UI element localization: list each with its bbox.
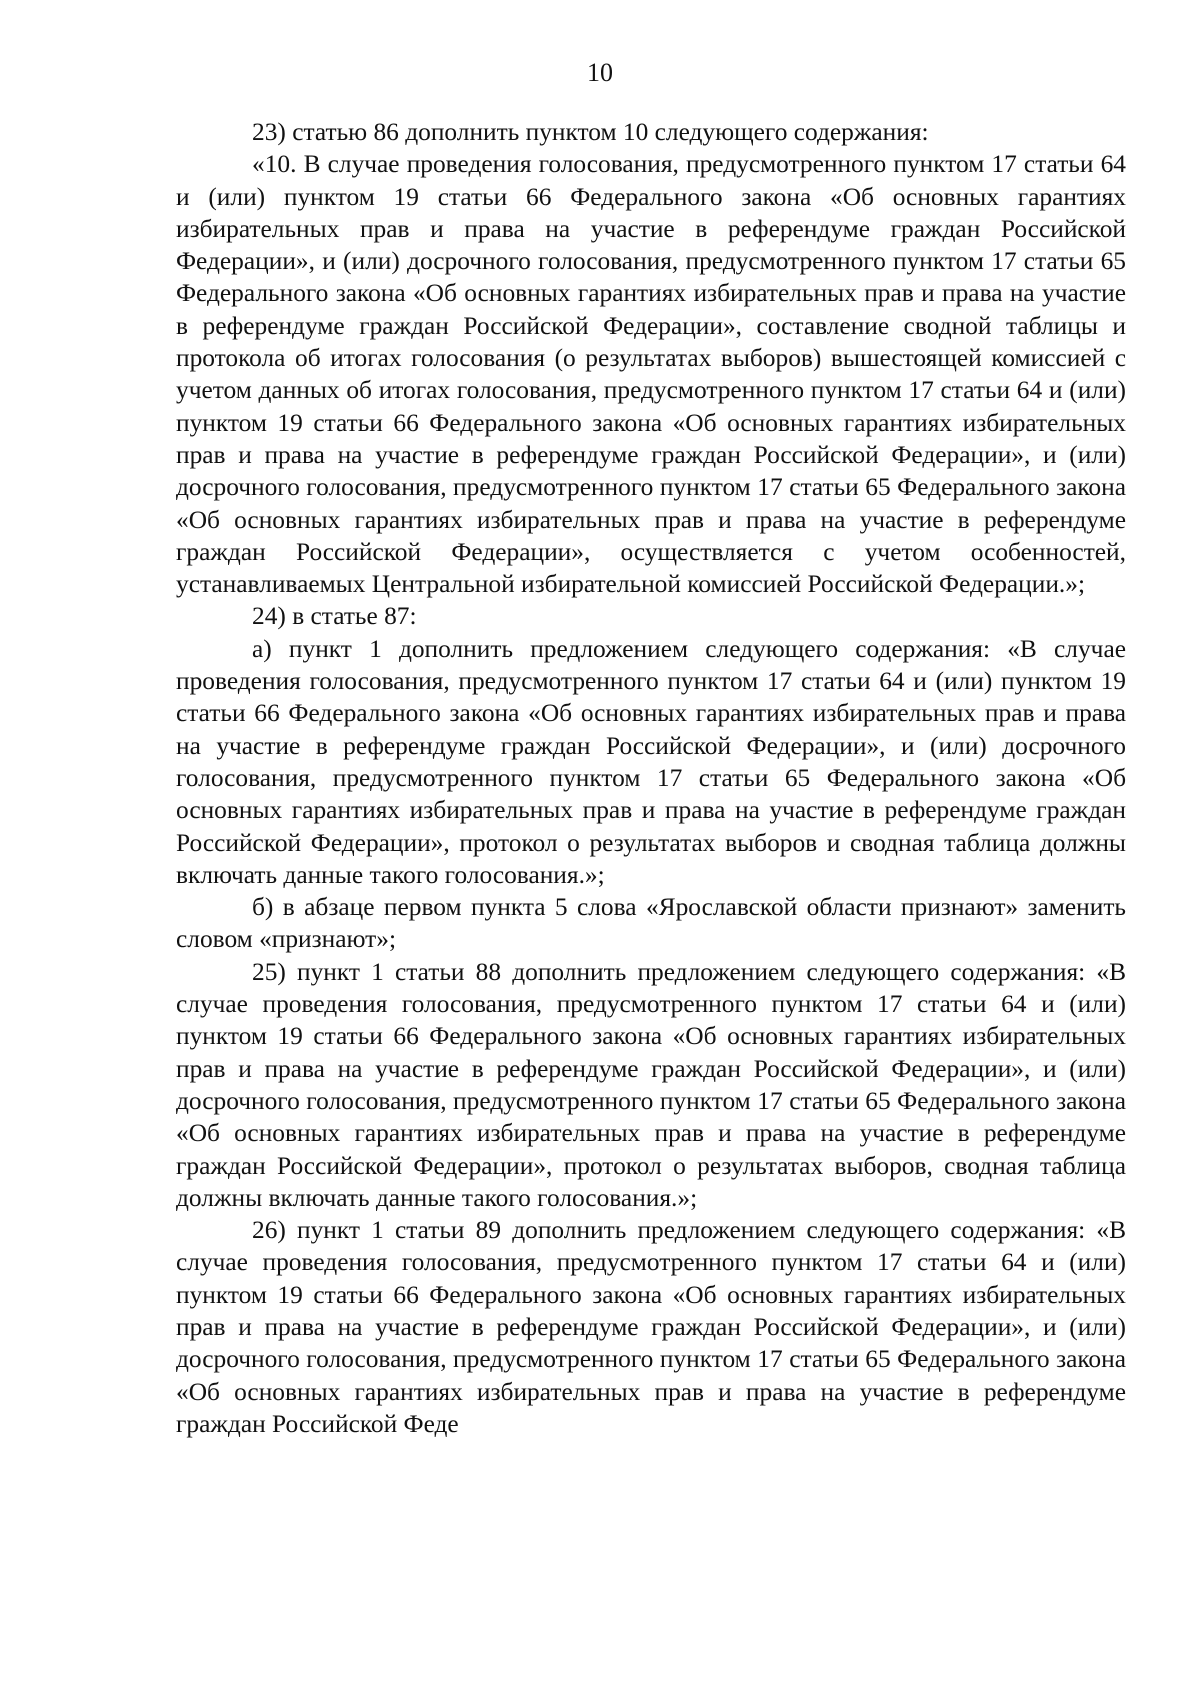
paragraph-item-24: 24) в статье 87: (252, 602, 417, 631)
paragraph-item-24-a: а) пункт 1 дополнить предложением следующего содержания: «В случае проведения голосования, предусмотренного пунктом 17 статьи 64 и (или) пунктом 19 статьи 66 Федерального закона «Об основных гарантиях избирательных прав и права на участие в референдуме граждан Российской Федерации», и (или) досрочного голосования, предусмотренного пунктом 17 статьи 65 Федерального закона «Об основных гарантиях избирательных прав и права на участие в референдуме граждан Российской Федерации», протокол о результатах выборов и сводная таблица должны включать данные такого голосования.»; (176, 634, 1126, 889)
paragraph-item-24-b: б) в абзаце первом пункта 5 слова «Ярославской области признают» заменить словом «признают»; (176, 893, 1126, 954)
paragraph-item-25: 25) пункт 1 статьи 88 дополнить предложением следующего содержания: «В случае проведения голосования, предусмотренного пунктом 17 статьи 64 и (или) пунктом 19 статьи 66 Федерального закона «Об основных гарантиях избирательных прав и права на участие в референдуме граждан Российской Федерации», и (или) досрочного голосования, предусмотренного пунктом 17 статьи 65 Федерального закона «Об основных гарантиях избирательных прав и права на участие в референдуме граждан Российской Федерации», протокол о результатах выборов, сводная таблица должны включать данные такого голосования.»; (176, 957, 1126, 1212)
paragraph-item-23: 23) статью 86 дополнить пунктом 10 следующего содержания: (252, 118, 929, 146)
paragraph-item-26: 26) пункт 1 статьи 89 дополнить предложением следующего содержания: «В случае проведения голосования, предусмотренного пунктом 17 статьи 64 и (или) пунктом 19 статьи 66 Федерального закона «Об основных гарантиях избирательных прав и права на участие в референдуме граждан Российской Федерации», и (или) досрочного голосования, предусмотренного пунктом 17 статьи 65 Федерального закона «Об основных гарантиях избирательных прав и права на участие в референдуме граждан Российской Феде (176, 1216, 1126, 1438)
paragraph-item-23-text: «10. В случае проведения голосования, предусмотренного пунктом 17 статьи 64 и (или) пунктом 19 статьи 66 Федерального закона «Об основных гарантиях избирательных прав и права на участие в референдуме граждан Российской Федерации», и (или) досрочного голосования, предусмотренного пунктом 17 статьи 65 Федерального закона «Об основных гарантиях избирательных прав и права на участие в референдуме граждан Российской Федерации», составление сводной таблицы и протокола об итогах голосования (о результатах выборов) вышестоящей комиссией с учетом данных об итогах голосования, предусмотренного пунктом 17 статьи 64 и (или) пунктом 19 статьи 66 Федерального закона «Об основных гарантиях избирательных прав и права на участие в референдуме граждан Российской Федерации», и (или) досрочного голосования, предусмотренного пунктом 17 статьи 65 Федерального закона «Об основных гарантиях избирательных прав и права на участие в референдуме граждан Российской Федерации», осуществляется с учетом особенностей, устанавливаемых Центральной избирательной комиссией Российской Федерации.»; (176, 150, 1126, 599)
document-body (176, 116, 1126, 1440)
page-number: 10 (587, 58, 613, 87)
